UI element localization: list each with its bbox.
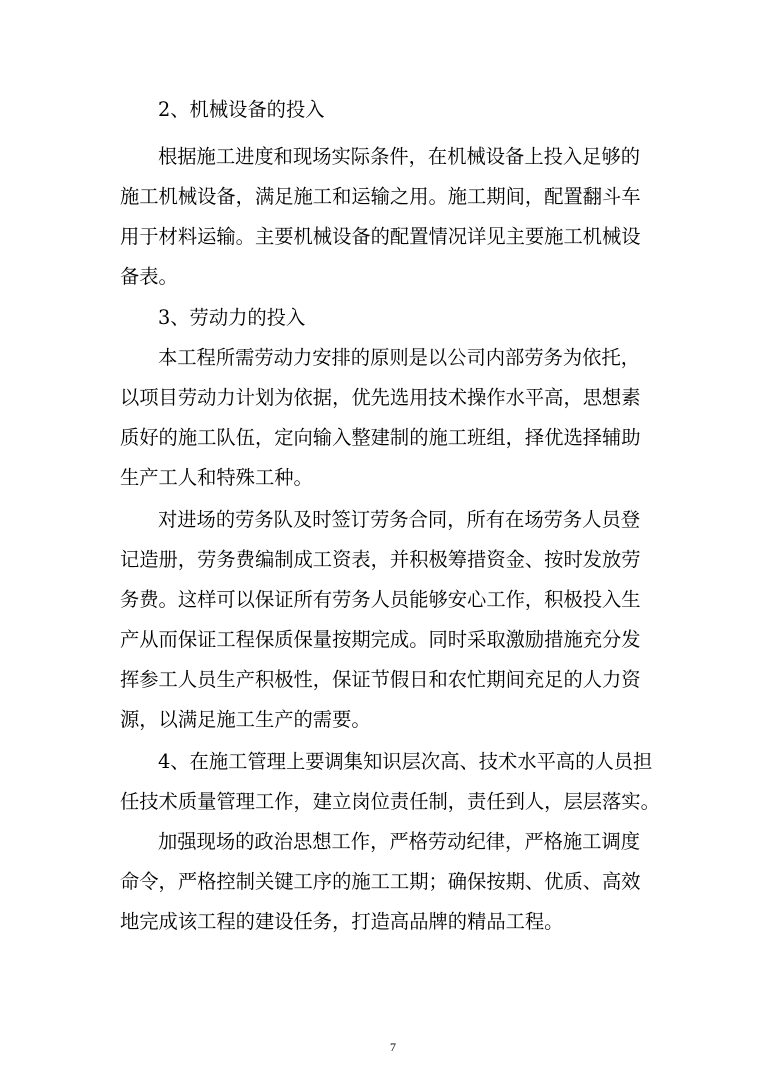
paragraph-line: 质好的施工队伍，定向输入整建制的施工班组，择优选择辅助 bbox=[120, 426, 641, 449]
heading-labor: 3、劳动力的投入 bbox=[158, 306, 306, 329]
paragraph-line: 根据施工进度和现场实际条件，在机械设备上投入足够的 bbox=[158, 145, 641, 168]
paragraph-line: 施工机械设备，满足施工和运输之用。施工期间，配置翻斗车 bbox=[120, 185, 641, 208]
paragraph-line: 任技术质量管理工作，建立岗位责任制，责任到人，层层落实。 bbox=[120, 790, 660, 813]
paragraph-line: 地完成该工程的建设任务，打造高品牌的精品工程。 bbox=[120, 910, 564, 933]
paragraph-line: 备表。 bbox=[120, 265, 178, 288]
paragraph-line: 挥参工人员生产积极性，保证节假日和农忙期间充足的人力资 bbox=[120, 668, 641, 691]
paragraph-line: 4、在施工管理上要调集知识层次高、技术水平高的人员担 bbox=[158, 750, 653, 773]
paragraph-line: 对进场的劳务队及时签订劳务合同，所有在场劳务人员登 bbox=[158, 508, 641, 531]
paragraph-line: 命令，严格控制关键工序的施工工期；确保按期、优质、高效 bbox=[120, 870, 641, 893]
paragraph-line: 务费。这样可以保证所有劳务人员能够安心工作，积极投入生 bbox=[120, 588, 641, 611]
paragraph-line: 记造册，劳务费编制成工资表，并积极筹措资金、按时发放劳 bbox=[120, 548, 641, 571]
paragraph-line: 生产工人和特殊工种。 bbox=[120, 466, 313, 489]
paragraph-line: 以项目劳动力计划为依据，优先选用技术操作水平高，思想素 bbox=[120, 386, 641, 409]
paragraph-line: 产从而保证工程保质保量按期完成。同时采取激励措施充分发 bbox=[120, 628, 641, 651]
paragraph-line: 加强现场的政治思想工作，严格劳动纪律，严格施工调度 bbox=[158, 830, 641, 853]
paragraph-line: 本工程所需劳动力安排的原则是以公司内部劳务为依托， bbox=[158, 346, 641, 369]
page-number: 7 bbox=[390, 1040, 396, 1054]
paragraph-line: 用于材料运输。主要机械设备的配置情况详见主要施工机械设 bbox=[120, 225, 641, 248]
heading-machinery: 2、机械设备的投入 bbox=[158, 98, 325, 121]
paragraph-line: 源，以满足施工生产的需要。 bbox=[120, 708, 371, 731]
